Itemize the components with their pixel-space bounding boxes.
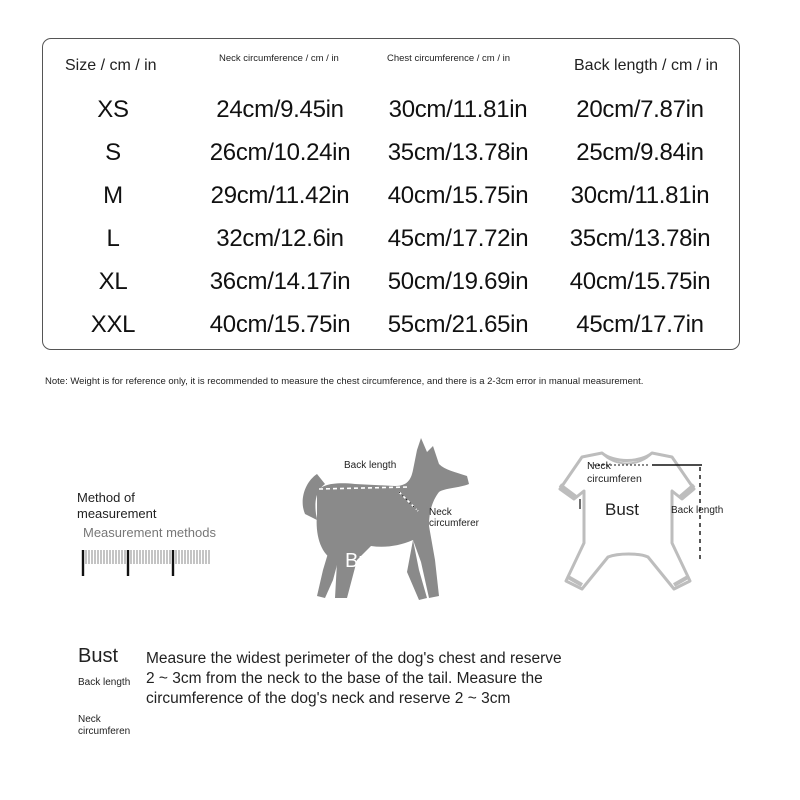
dog-neck-label-line2: circumferer <box>429 518 480 529</box>
legend-text-line3: circumference of the dog's neck and reserve 2 ~ 3cm <box>146 690 511 707</box>
dog-bust-label: Bust <box>345 550 386 572</box>
garment-neck-label-line2: circumferen <box>587 473 642 485</box>
method-title-line2: measurement <box>77 506 157 521</box>
header-neck: Neck circumference / cm / in <box>219 53 339 64</box>
table-cell-neck: 24cm/9.45in <box>216 96 344 123</box>
table-cell-size: XXL <box>90 311 136 338</box>
table-cell-back: 25cm/9.84in <box>576 139 704 166</box>
table-cell-back: 30cm/11.81in <box>570 182 710 209</box>
table-cell-chest: 55cm/21.65in <box>387 311 529 338</box>
legend-text-line2: 2 ~ 3cm from the neck to the base of the tail. Measure the <box>146 670 543 687</box>
table-cell-size: M <box>103 182 123 209</box>
ruler-icon <box>80 546 220 576</box>
header-chest: Chest circumference / cm / in <box>387 53 511 64</box>
table-cell-chest: 30cm/11.81in <box>388 96 528 123</box>
ruler-caption: Measurement methods <box>83 525 216 540</box>
legend-neck-label-line1: Neck <box>78 714 101 725</box>
table-cell-size: L <box>106 225 120 252</box>
table-cell-size: XS <box>97 96 129 123</box>
garment-outline-icon <box>540 445 720 595</box>
table-cell-back: 40cm/15.75in <box>569 268 711 295</box>
legend-neck-label-line2: circumferen <box>78 726 131 737</box>
legend-back-length-label: Back length <box>78 677 131 688</box>
table-cell-chest: 40cm/15.75in <box>387 182 529 209</box>
dog-neck-label-line1: Neck <box>429 507 452 518</box>
table-cell-back: 45cm/17.7in <box>576 311 704 338</box>
table-cell-size: XL <box>98 268 128 295</box>
table-cell-chest: 35cm/13.78in <box>387 139 529 166</box>
table-cell-neck: 26cm/10.24in <box>209 139 351 166</box>
legend-bust-label: Bust <box>78 645 119 667</box>
measurement-note: Note: Weight is for reference only, it is recommended to measure the chest circumference, and there is a 2-3cm error in manual measurement. <box>45 376 644 387</box>
table-cell-chest: 45cm/17.72in <box>387 225 529 252</box>
table-cell-chest: 50cm/19.69in <box>387 268 529 295</box>
table-cell-neck: 32cm/12.6in <box>216 225 344 252</box>
header-size: Size / cm / in <box>65 57 157 74</box>
table-cell-neck: 40cm/15.75in <box>209 311 351 338</box>
size-chart-table <box>42 38 740 350</box>
table-cell-back: 35cm/13.78in <box>569 225 711 252</box>
garment-bust-label: Bust <box>605 500 640 519</box>
table-cell-size: S <box>105 139 121 166</box>
table-cell-neck: 36cm/14.17in <box>209 268 351 295</box>
garment-back-length-label: Back length <box>671 505 724 516</box>
legend-text-line1: Measure the widest perimeter of the dog's chest and reserve <box>146 650 562 667</box>
header-back-length: Back length / cm / in <box>574 57 719 74</box>
table-cell-neck: 29cm/11.42in <box>210 182 350 209</box>
method-title-line1: Method of <box>77 490 135 505</box>
garment-neck-label-line1: Neck <box>587 460 611 472</box>
table-cell-back: 20cm/7.87in <box>576 96 704 123</box>
dog-back-length-label: Back length <box>344 460 397 471</box>
